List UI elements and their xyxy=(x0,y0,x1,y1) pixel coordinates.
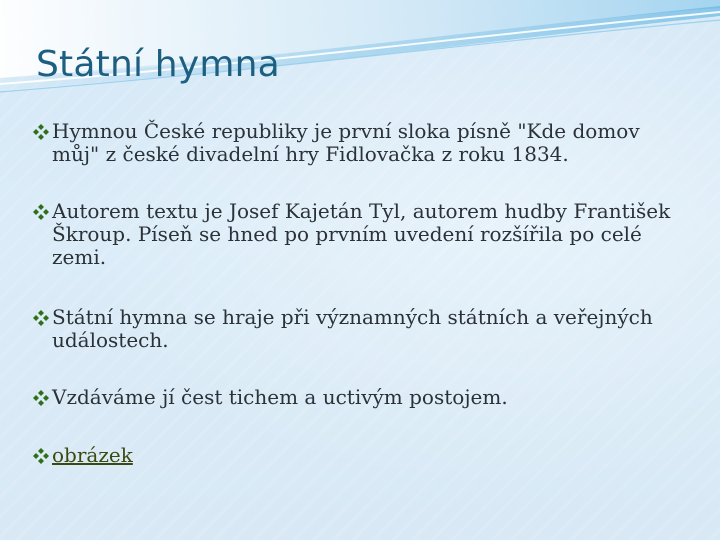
image-link[interactable]: obrázek xyxy=(52,443,133,467)
diamond-bullet-icon xyxy=(32,123,50,141)
diamond-bullet-icon xyxy=(32,389,50,407)
bullet-item xyxy=(32,444,692,467)
diamond-bullet-icon xyxy=(32,309,50,327)
bullet-item xyxy=(32,306,692,352)
bullet-text: Autorem textu je Josef Kajetán Tyl, autorem hudby František Škroup. Píseň se hned po prvním uvedení rozšířila po celé zemi. xyxy=(52,199,671,269)
bullet-text: Vzdáváme jí čest tichem a uctivým postojem. xyxy=(52,385,508,409)
bullet-text: Hymnou České republiky je první sloka písně "Kde domov můj" z české divadelní hry Fidlovačka z roku 1834. xyxy=(52,119,640,166)
bullet-item xyxy=(32,200,692,269)
slide-title: Státní hymna xyxy=(36,44,280,85)
bullet-item xyxy=(32,386,692,409)
diamond-bullet-icon xyxy=(32,447,50,465)
diamond-bullet-icon xyxy=(32,203,50,221)
bullet-text: Státní hymna se hraje při významných státních a veřejných událostech. xyxy=(52,305,653,352)
bullet-item xyxy=(32,120,692,166)
